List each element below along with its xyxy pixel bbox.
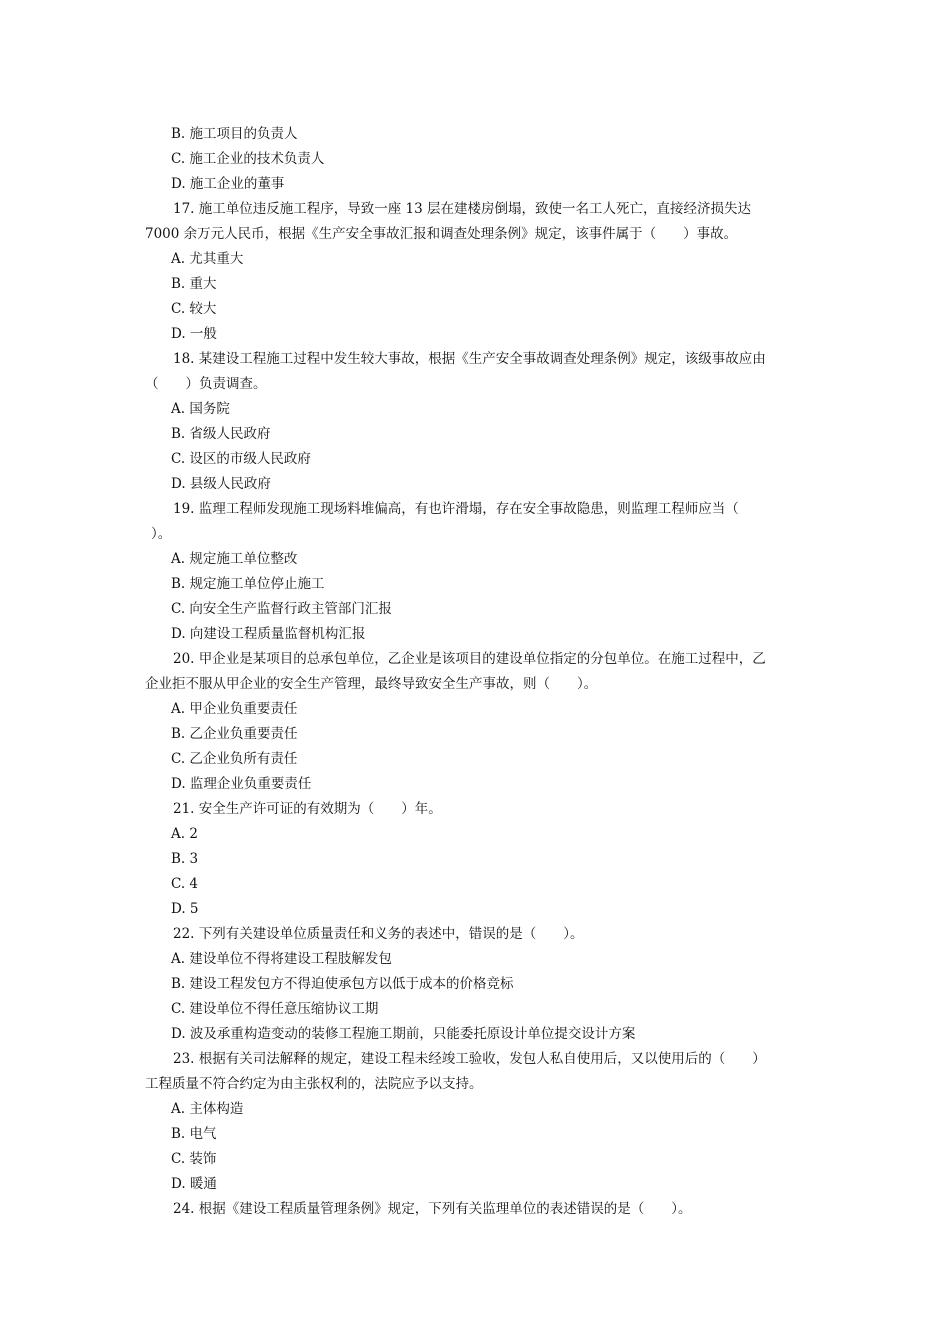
answer-option: C. 建设单位不得任意压缩协议工期	[171, 1001, 379, 1017]
question-stem: 18. 某建设工程施工过程中发生较大事故，根据《生产安全事故调查处理条例》规定，该级事故应由	[173, 351, 766, 367]
answer-option: A. 建设单位不得将建设工程肢解发包	[171, 951, 392, 967]
answer-option: B. 电气	[171, 1126, 217, 1142]
answer-option: D. 5	[171, 901, 199, 917]
answer-option: D. 暖通	[171, 1176, 217, 1192]
answer-option: D. 一般	[171, 326, 217, 342]
question-stem: 24. 根据《建设工程质量管理条例》规定，下列有关监理单位的表述错误的是（ ）。	[173, 1201, 692, 1217]
answer-option: B. 规定施工单位停止施工	[171, 576, 325, 592]
question-continuation: 工程质量不符合约定为由主张权利的，法院应予以支持。	[145, 1076, 483, 1092]
question-stem: 20. 甲企业是某项目的总承包单位，乙企业是该项目的建设单位指定的分包单位。在施工过程中，乙	[173, 651, 766, 667]
question-continuation: 企业拒不服从甲企业的安全生产管理，最终导致安全生产事故，则（ ）。	[145, 676, 598, 692]
answer-option: C. 向安全生产监督行政主管部门汇报	[171, 601, 392, 617]
answer-option: A. 主体构造	[171, 1101, 244, 1117]
answer-option: D. 监理企业负重要责任	[171, 776, 312, 792]
question-stem: 22. 下列有关建设单位质量责任和义务的表述中，错误的是（ ）。	[173, 926, 584, 942]
question-stem: 19. 监理工程师发现施工现场料堆偏高，有也许滑塌，存在安全事故隐患，则监理工程师应当（	[173, 501, 739, 517]
answer-option: C. 4	[171, 876, 199, 892]
answer-option: D. 波及承重构造变动的装修工程施工期前，只能委托原设计单位提交设计方案	[171, 1026, 636, 1042]
document-page	[0, 122, 950, 1222]
answer-option: A. 尤其重大	[171, 251, 244, 267]
answer-option: B. 重大	[171, 276, 217, 292]
question-stem: 17. 施工单位违反施工程序，导致一座 13 层在建楼房倒塌，致使一名工人死亡，直接经济损失达	[173, 201, 752, 217]
answer-option: B. 乙企业负重要责任	[171, 726, 298, 742]
answer-option: B. 建设工程发包方不得迫使承包方以低于成本的价格竞标	[171, 976, 514, 992]
answer-option: D. 施工企业的董事	[171, 176, 285, 192]
answer-option: C. 乙企业负所有责任	[171, 751, 298, 767]
answer-option: D. 向建设工程质量监督机构汇报	[171, 626, 366, 642]
question-continuation: 7000 余万元人民币，根据《生产安全事故汇报和调查处理条例》规定，该事件属于（ ）事故。	[145, 226, 738, 242]
answer-option: A. 国务院	[171, 401, 230, 417]
answer-option: A. 甲企业负重要责任	[171, 701, 298, 717]
answer-option: A. 规定施工单位整改	[171, 551, 298, 567]
question-stem: 23. 根据有关司法解释的规定，建设工程未经竣工验收，发包人私自使用后，又以使用后的（ ）	[173, 1051, 766, 1067]
answer-option: B. 施工项目的负责人	[171, 126, 298, 142]
question-stem: 21. 安全生产许可证的有效期为（ ）年。	[173, 801, 442, 817]
question-continuation: （ ）负责调查。	[145, 376, 267, 392]
answer-option: D. 县级人民政府	[171, 476, 271, 492]
answer-option: C. 设区的市级人民政府	[171, 451, 311, 467]
answer-option: C. 装饰	[171, 1151, 217, 1167]
answer-option: B. 省级人民政府	[171, 426, 271, 442]
answer-option: C. 施工企业的技术负责人	[171, 151, 325, 167]
answer-option: A. 2	[171, 826, 198, 842]
answer-option: C. 较大	[171, 301, 217, 317]
question-continuation: ）。	[151, 526, 172, 542]
answer-option: B. 3	[171, 851, 199, 867]
